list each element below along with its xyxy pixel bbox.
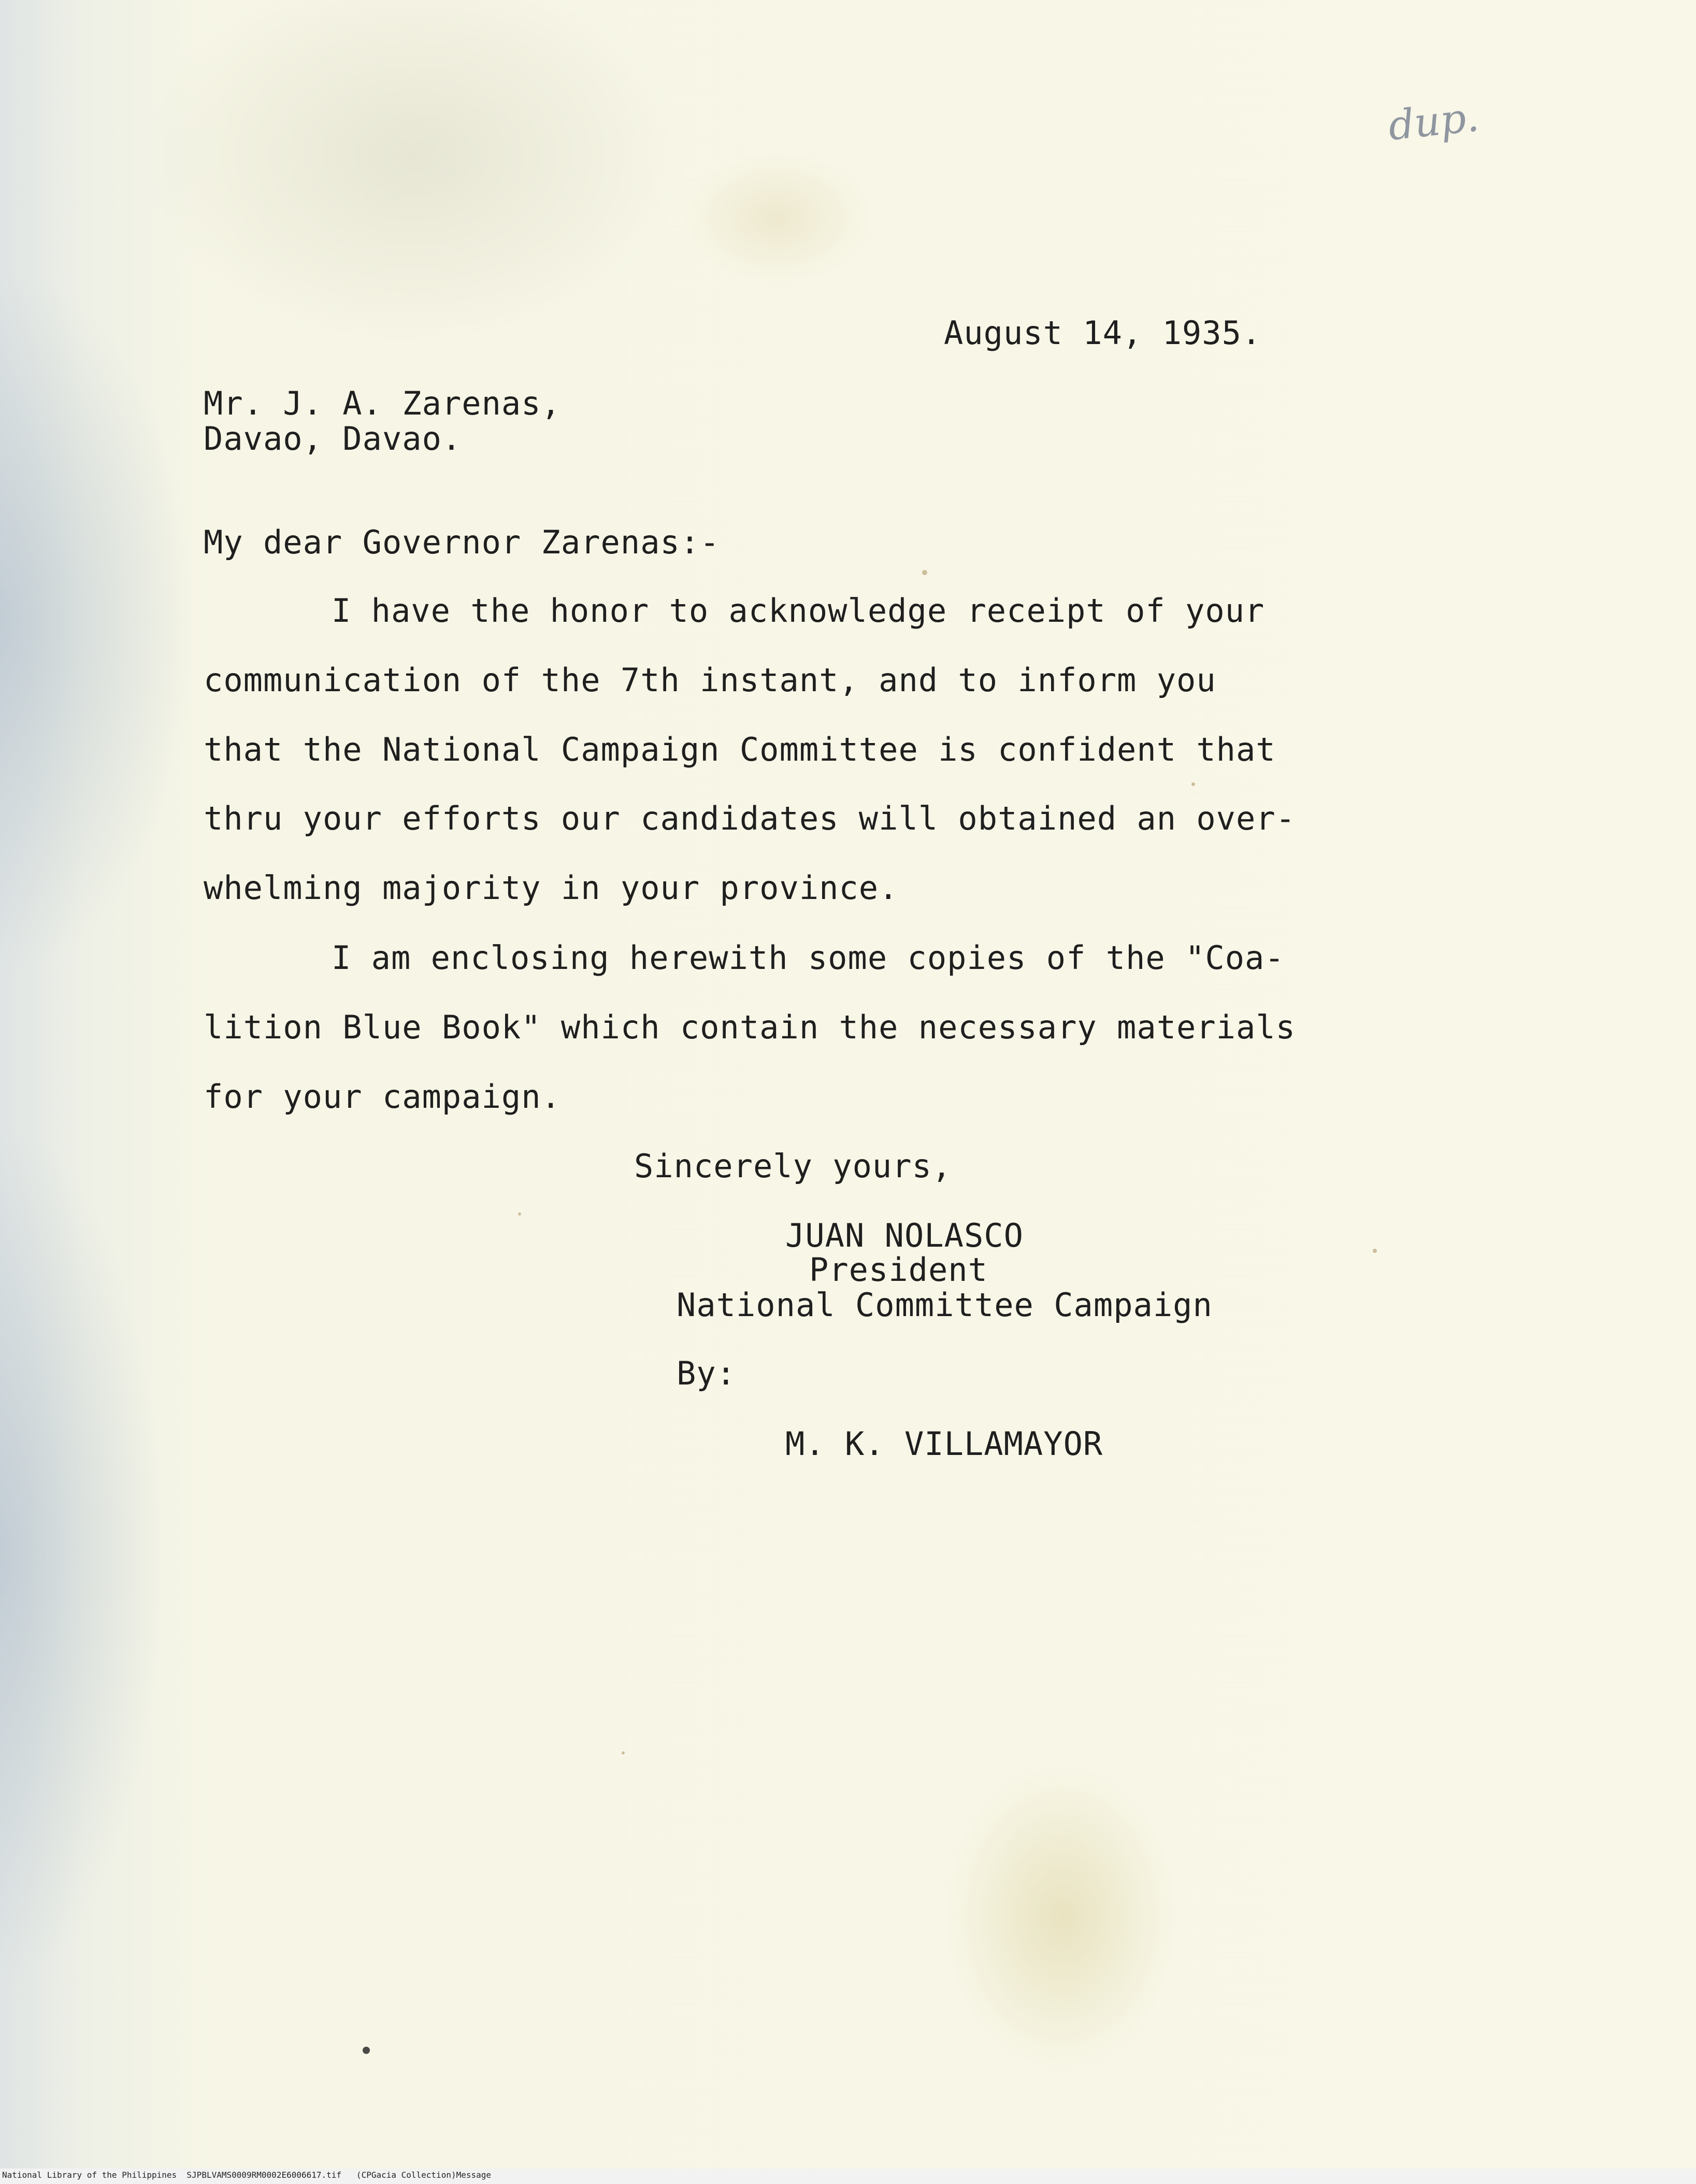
paper-speck [518,1212,521,1216]
body-line-8: for your campaign. [204,1078,561,1116]
closing: Sincerely yours, [634,1147,952,1185]
recipient-address: Davao, Davao. [204,420,462,458]
body-line-7: lition Blue Book" which contain the necessary materials [204,1008,1296,1046]
body-line-4: thru your efforts our candidates will obtained an over- [204,800,1296,837]
paper-speck [1373,1249,1377,1253]
handwritten-annotation: dup. [1386,94,1482,150]
body-line-5: whelming majority in your province. [204,869,899,907]
agent-name: M. K. VILLAMAYOR [785,1425,1103,1463]
letter-date: August 14, 1935. [944,314,1262,352]
signatory-title: President [809,1251,988,1289]
scan-footer-text: National Library of the Philippines SJPBLVAMS0009RM0002E6006617.tif (CPGacia Collection)Message [2,2170,492,2180]
body-line-1: I have the honor to acknowledge receipt of your [332,592,1265,630]
paper-speck [622,1751,625,1754]
signatory-name: JUAN NOLASCO [785,1217,1024,1254]
paper-speck [922,570,927,575]
body-line-6: I am enclosing herewith some copies of the "Coa- [332,939,1285,977]
paper-speck [1191,782,1195,786]
body-line-2: communication of the 7th instant, and to inform you [204,661,1216,699]
ink-speck [363,2047,370,2054]
recipient-name: Mr. J. A. Zarenas, [204,384,561,422]
salutation: My dear Governor Zarenas:- [204,523,720,561]
signatory-organization: National Committee Campaign [677,1286,1213,1324]
by-label: By: [677,1354,736,1392]
body-line-3: that the National Campaign Committee is confident that [204,731,1276,768]
